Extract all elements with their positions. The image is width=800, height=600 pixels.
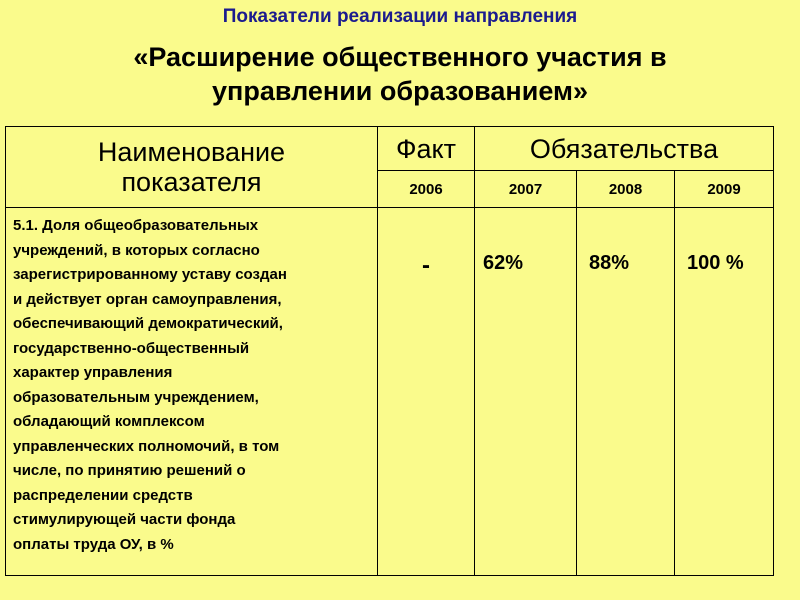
desc-line: обладающий комплексом [13,413,205,430]
desc-line: образовательным учреждением, [13,388,259,406]
year-2006: 2006 [378,171,475,208]
desc-line: учреждений, в которых согласно [13,241,260,259]
year-2009: 2009 [675,171,774,208]
slide-title-line-1: «Расширение общественного участия в [133,42,667,72]
desc-line: характер управления [13,364,173,381]
desc-line: оплаты труда ОУ, в % [13,535,174,553]
value-2007: 62% [475,208,577,576]
desc-line: распределении средств [13,486,193,504]
year-2008: 2008 [577,171,675,208]
desc-line: обеспечивающий демократический, [13,315,283,332]
value-2009: 100 % [675,208,774,576]
table-row [6,208,774,576]
table-header-row [6,127,774,171]
year-2007: 2007 [475,171,577,208]
desc-line: управленческих полномочий, в том [13,437,280,455]
value-2006: - [378,208,475,576]
indicator-description [6,208,378,576]
header-fact: Факт [378,127,475,171]
header-obligations: Обязательства [475,127,774,171]
desc-line: и действует орган самоуправления, [13,290,282,308]
header-indicator-name [6,127,378,208]
desc-line: стимулирующей части фонда [13,511,236,528]
desc-line: государственно-общественный [13,339,250,357]
indicators-table [5,126,774,576]
header-indicator-name-line-2: показателя [121,167,262,197]
slide-subtitle: Показатели реализации направления [222,6,578,27]
slide-title-line-2: управлении образованием» [212,76,588,106]
desc-line: зарегистрированному уставу создан [13,266,287,283]
slide-title [0,40,800,108]
header-indicator-name-line-1: Наименование [97,137,286,167]
desc-line: 5.1. Доля общеобразовательных [13,217,259,234]
value-2008: 88% [577,208,675,576]
desc-line: числе, по принятию решений о [13,462,246,479]
